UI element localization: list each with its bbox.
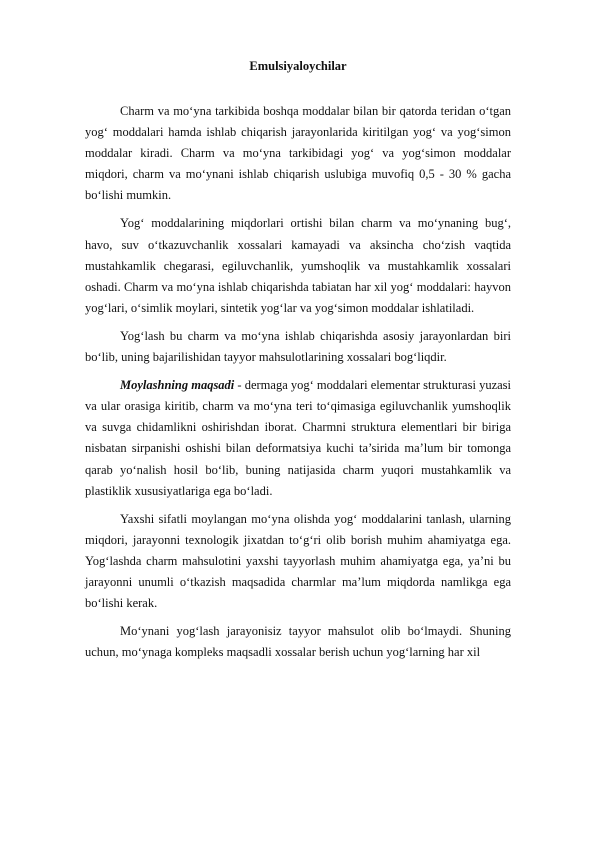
paragraph-5 <box>85 509 511 614</box>
paragraph-text: Charm va mo‘yna tarkibida boshqa moddalar bilan bir qatorda teridan o‘tgan yog‘ moddalari hamda ishlab chiqarish jarayonlarida kiritilgan yog‘ va yog‘simon moddalar kiradi. Charm va mo‘yna tarkibidagi yog‘ va yog‘simon moddalar miqdori, charm va mo‘ynani ishlab chiqarish uslubiga muvofiq 0,5 - 30 % gacha bo‘lishi mumkin. <box>85 104 511 203</box>
paragraph-6 <box>85 621 511 663</box>
paragraph-4 <box>85 375 511 502</box>
paragraph-lead-term: Moylashning maqsadi <box>120 378 235 393</box>
paragraph-text: Mo‘ynani yog‘lash jarayonisiz tayyor mahsulot olib bo‘lmaydi. Shuning uchun, mo‘ynaga kompleks maqsadli xossalar berish uchun yog‘larning har xil <box>85 624 511 660</box>
paragraph-text: - dermaga yog‘ moddalari elementar strukturasi yuzasi va ular orasiga kiritib, charm va mo‘yna teri to‘qimasiga egiluvchanlik yumshoqlik va suvga chidamlikni oshirishdan iborat. Charmni struktura elementlari bir biriga nisbatan sirpanishi oshishi bilan deformatsiya kuchi ta’sirida ma’lum bir tomonga qarab yo‘nalish hosil bo‘lib, buning natijasida charm yuqori mustahkamlik va plastiklik xususiyatlariga ega bo‘ladi. <box>85 378 511 498</box>
paragraph-text: Yog‘ moddalarining miqdorlari ortishi bilan charm va mo‘ynaning bug‘, havo, suv o‘tkazuvchanlik xossalari kamayadi va aksincha cho‘zish vaqtida mustahkamlik chegarasi, egiluvchanlik, yumshoqlik va mustahkamlik xossalari oshadi. Charm va mo‘yna ishlab chiqarishda tabiatan har xil yog‘ moddalari: hayvon yog‘lari, o‘simlik moylari, sintetik yog‘lar va yog‘simon moddalar ishlatiladi. <box>85 216 511 315</box>
paragraph-2 <box>85 213 511 318</box>
document-title: Emulsiyaloychilar <box>249 59 347 73</box>
paragraph-text: Yog‘lash bu charm va mo‘yna ishlab chiqarishda asosiy jarayonlardan biri bo‘lib, uning bajarilishidan tayyor mahsulotlarining xossalari bog‘liqdir. <box>85 328 511 365</box>
paragraph-text: Yaxshi sifatli moylangan mo‘yna olishda yog‘ moddalarini tanlash, ularning miqdori, jarayonni texnologik jixatdan to‘g‘ri olib borish muhim ahamiyatga ega. Yog‘lashda charm mahsulotini yaxshi tayyorlash muhim ahamiyatga ega, ya’ni bu jarayonni unumli o‘tkazish maqsadida charmlar ma’lum miqdorda namlikga ega bo‘lishi kerak. <box>85 511 511 611</box>
document-page <box>85 58 511 670</box>
paragraph-1 <box>85 101 511 206</box>
paragraph-3 <box>85 326 511 368</box>
